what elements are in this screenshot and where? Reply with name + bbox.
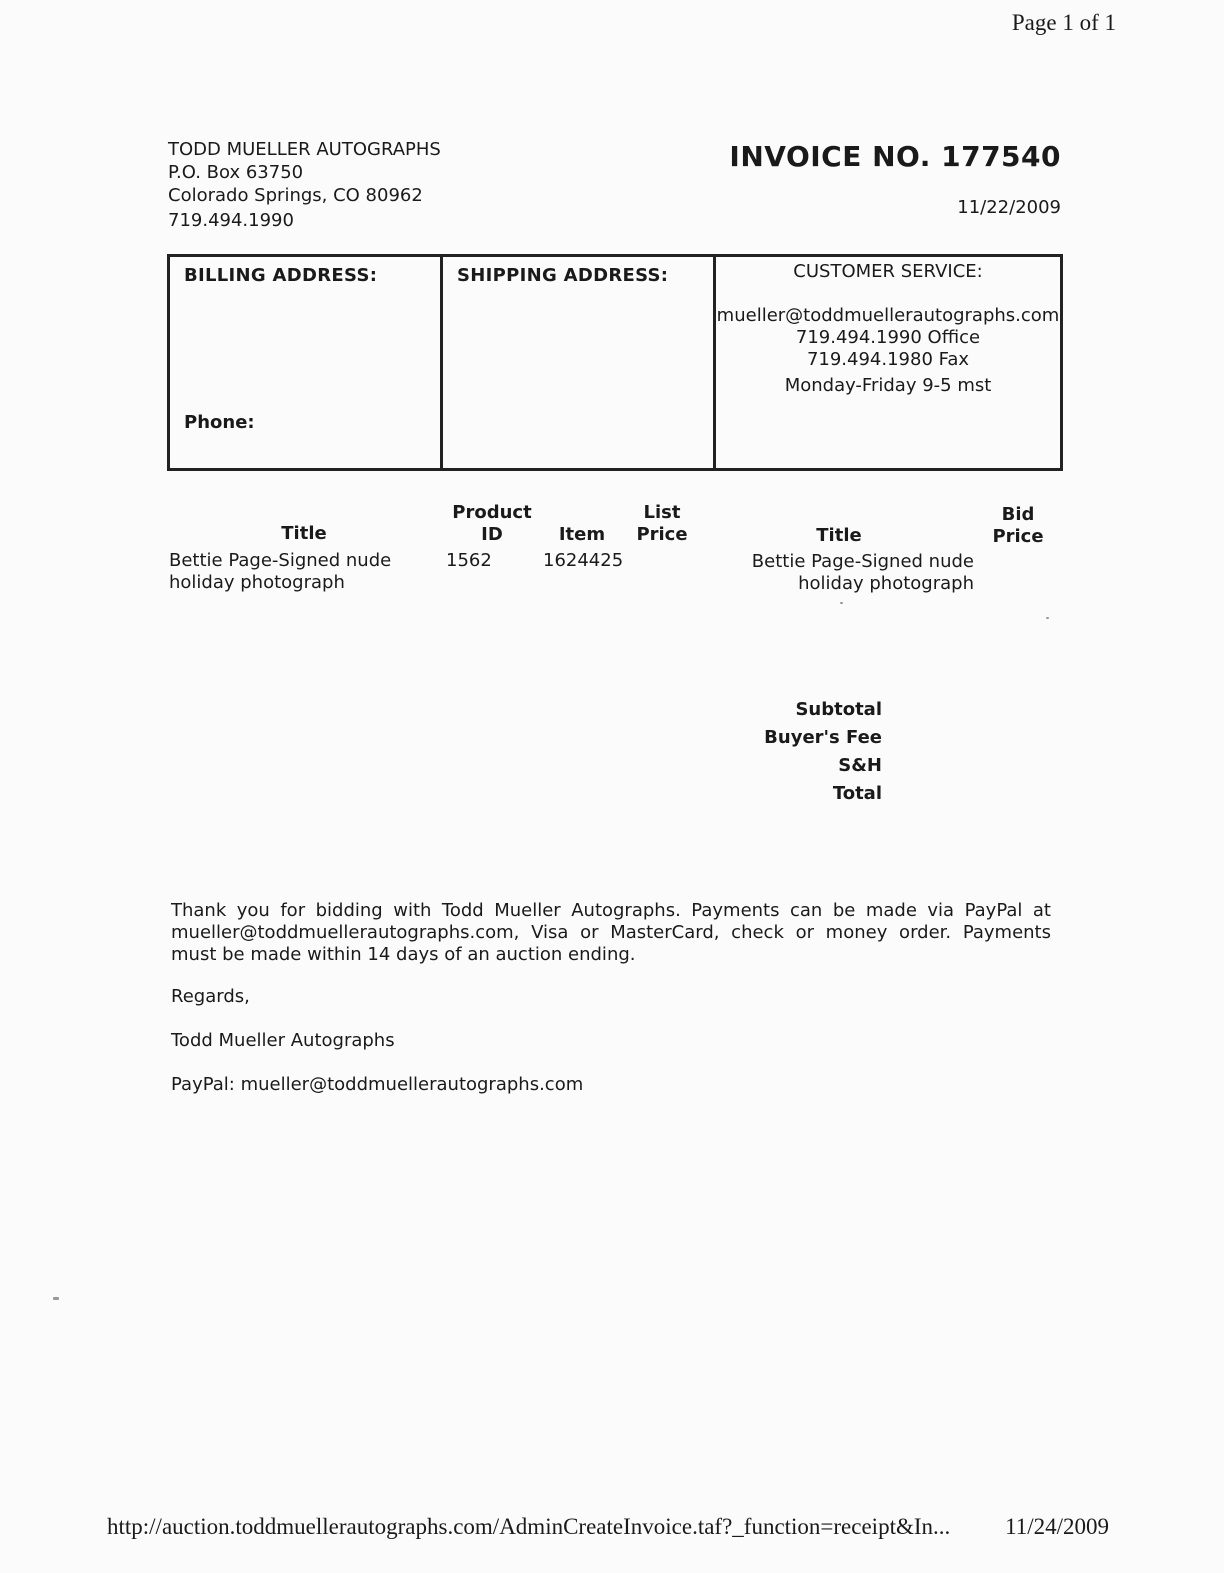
scan-speck [1046,617,1049,619]
paypal-text: PayPal: mueller@toddmuellerautographs.com [171,1074,584,1095]
seller-phone: 719.494.1990 [168,210,294,231]
header-bid-price-line1: Bid [1001,504,1035,525]
customer-service-fax: 719.494.1980 Fax [806,349,970,370]
header-bid-price-line2: Price [992,526,1044,547]
invoice-title: INVOICE NO. 177540 [729,140,1061,173]
shipping-address-cell [443,257,716,468]
scan-speck [840,602,843,604]
invoice-date: 11/22/2009 [957,197,1061,218]
item-title-line1: Bettie Page-Signed nude [169,550,392,571]
header-bid-price [978,504,1058,548]
header-product-id-line2: ID [481,524,503,545]
billing-address-cell [170,257,443,468]
header-title: Title [281,523,327,544]
seller-name: TODD MUELLER AUTOGRAPHS [168,139,441,160]
item-product-id: 1562 [446,550,492,571]
item-title [169,550,391,594]
item-title-2-line2: holiday photograph [798,573,974,594]
phone-label: Phone: [184,412,255,433]
item-number: 1624425 [543,550,624,571]
header-item: Item [558,524,606,545]
item-title-line2: holiday photograph [169,572,345,593]
seller-address-line2: Colorado Springs, CO 80962 [168,185,423,206]
footer-url: http://auction.toddmuellerautographs.com/AdminCreateInvoice.taf?_function=receipt&In... [107,1514,951,1539]
customer-service-hours: Monday-Friday 9-5 mst [784,375,992,396]
header-product-id-line1: Product [452,502,532,523]
seller-address-line1: P.O. Box 63750 [168,162,304,183]
customer-service-email: mueller@toddmuellerautographs.com [716,305,1060,326]
subtotal-label: Subtotal [795,699,882,720]
footer-date: 11/24/2009 [1005,1514,1109,1539]
item-title-2 [752,551,974,595]
totals-block [764,696,882,808]
buyers-fee-label: Buyer's Fee [764,727,882,748]
thank-you-message: Thank you for bidding with Todd Mueller Autographs. Payments can be made via PayPal at mueller@toddmuellerautographs.com, Visa or MasterCard, check or money order. Payments must be made within 14 days of an auction ending. [171,900,1051,965]
shipping-address-label: SHIPPING ADDRESS: [457,265,669,286]
header-list-price-line1: List [643,502,681,523]
signature-text: Todd Mueller Autographs [171,1030,395,1051]
item-title-2-line1: Bettie Page-Signed nude [751,551,974,572]
customer-service-office: 719.494.1990 Office [795,327,981,348]
header-list-price [622,502,702,546]
billing-address-label: BILLING ADDRESS: [184,265,378,286]
header-title-2: Title [816,525,862,546]
customer-service-label: CUSTOMER SERVICE: [793,261,983,282]
regards-text: Regards, [171,986,250,1007]
page-number: Page 1 of 1 [1011,10,1116,35]
scan-speck [53,1297,59,1300]
customer-service-cell [716,257,1060,468]
seller-info [168,138,441,232]
total-label: Total [832,783,882,804]
sh-label: S&H [838,755,882,776]
header-list-price-line2: Price [636,524,688,545]
address-box [167,254,1063,471]
